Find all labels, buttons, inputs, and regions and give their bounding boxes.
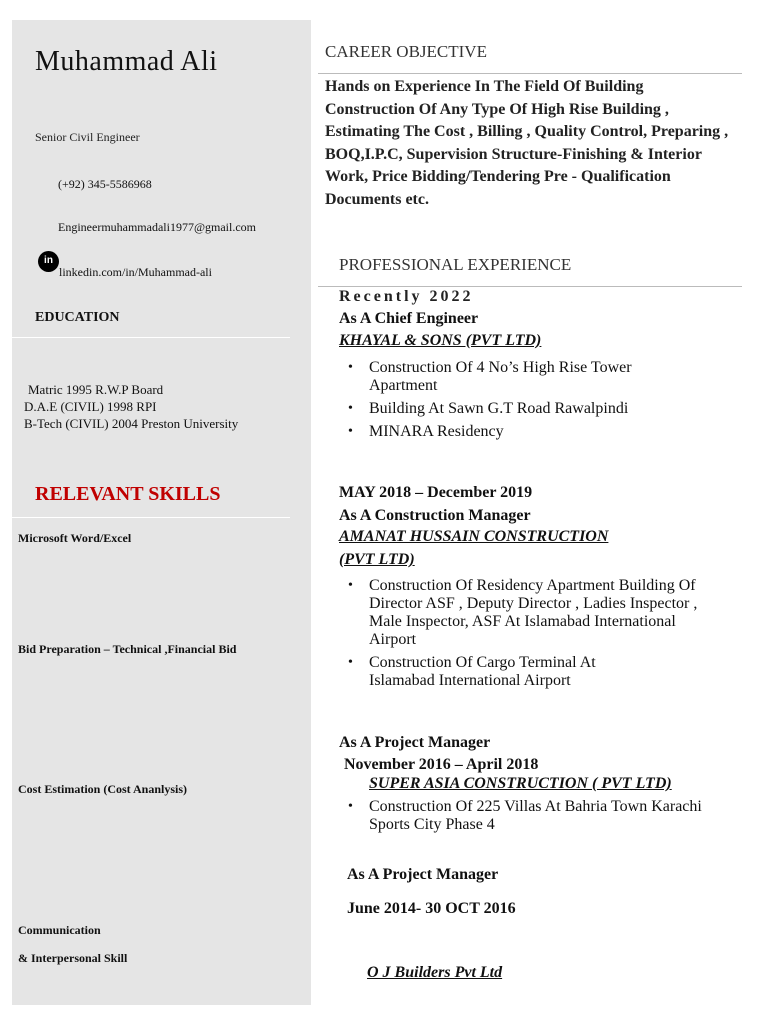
skill-item: Cost Estimation (Cost Ananlysis) — [18, 782, 188, 796]
career-objective-heading: CAREER OBJECTIVE — [325, 42, 487, 61]
job-company: SUPER ASIA CONSTRUCTION ( PVT LTD) — [369, 775, 672, 792]
education-item: B-Tech (CIVIL) 2004 Preston University — [24, 416, 239, 431]
education-heading: EDUCATION — [35, 310, 120, 325]
email-address[interactable]: Engineermuhammadali1977@gmail.com — [58, 220, 256, 234]
job-company: O J Builders Pvt Ltd — [367, 964, 503, 981]
divider — [318, 286, 742, 287]
sidebar — [12, 20, 311, 1005]
experience-heading: PROFESSIONAL EXPERIENCE — [339, 255, 572, 274]
job-bullets — [339, 577, 729, 695]
skill-item: Microsoft Word/Excel — [18, 531, 132, 545]
job-company: AMANAT HUSSAIN CONSTRUCTION — [339, 528, 609, 545]
job-role: As A Project Manager — [339, 734, 491, 751]
divider — [12, 337, 290, 338]
job-role: As A Chief Engineer — [339, 310, 479, 327]
skill-item: & Interpersonal Skill — [18, 951, 128, 965]
phone-number: (+92) 345-5586968 — [58, 177, 152, 191]
education-item: Matric 1995 R.W.P Board — [28, 382, 164, 397]
job-date: MAY 2018 – December 2019 — [339, 484, 533, 501]
education-item: D.A.E (CIVIL) 1998 RPI — [24, 399, 157, 414]
list-item: • Building At Sawn G.T Road Rawalpindi — [369, 400, 729, 418]
job-role: As A Construction Manager — [339, 507, 531, 524]
job-date: June 2014- 30 OCT 2016 — [347, 900, 516, 917]
divider — [12, 517, 290, 518]
job-company: (PVT LTD) — [339, 551, 415, 568]
job-date: November 2016 – April 2018 — [344, 756, 539, 773]
job-bullets — [339, 359, 729, 446]
job-role: As A Project Manager — [347, 866, 499, 883]
job-title: Senior Civil Engineer — [35, 130, 140, 144]
job-bullets — [339, 798, 729, 839]
career-objective-text: Hands on Experience In The Field Of Building Construction Of Any Type Of High Rise Building , Estimating The Cost , Billing , Quality Control, Preparing , BOQ,I.P.C, Supervision Structure-Finishing & Interior Work, Price Bidding/Tendering Pre - Qualification Documents etc. — [325, 78, 729, 208]
education-list — [24, 381, 238, 432]
job-company: KHAYAL & SONS (PVT LTD) — [339, 332, 542, 349]
linkedin-icon: in — [38, 251, 59, 272]
skill-item: Bid Preparation – Technical ,Financial Bid — [18, 642, 237, 656]
list-item: • Construction Of 225 Villas At Bahria Town Karachi Sports City Phase 4 — [369, 798, 714, 834]
list-item: • MINARA Residency — [369, 423, 729, 441]
skill-item: Communication — [18, 923, 101, 937]
list-item: • Construction Of Cargo Terminal At Islamabad International Airport — [369, 654, 659, 690]
job-date: Recently 2022 — [339, 288, 474, 305]
list-item: • Construction Of Residency Apartment Building Of Director ASF , Deputy Director , Ladies Inspector , Male Inspector, ASF At Islamabad International Airport — [369, 577, 709, 649]
linkedin-link[interactable]: linkedin.com/in/Muhammad-ali — [59, 265, 212, 279]
skills-heading: RELEVANT SKILLS — [35, 483, 221, 505]
list-item: • Construction Of 4 No’s High Rise Tower Apartment — [369, 359, 699, 395]
divider — [318, 73, 742, 74]
candidate-name: Muhammad Ali — [35, 46, 218, 77]
